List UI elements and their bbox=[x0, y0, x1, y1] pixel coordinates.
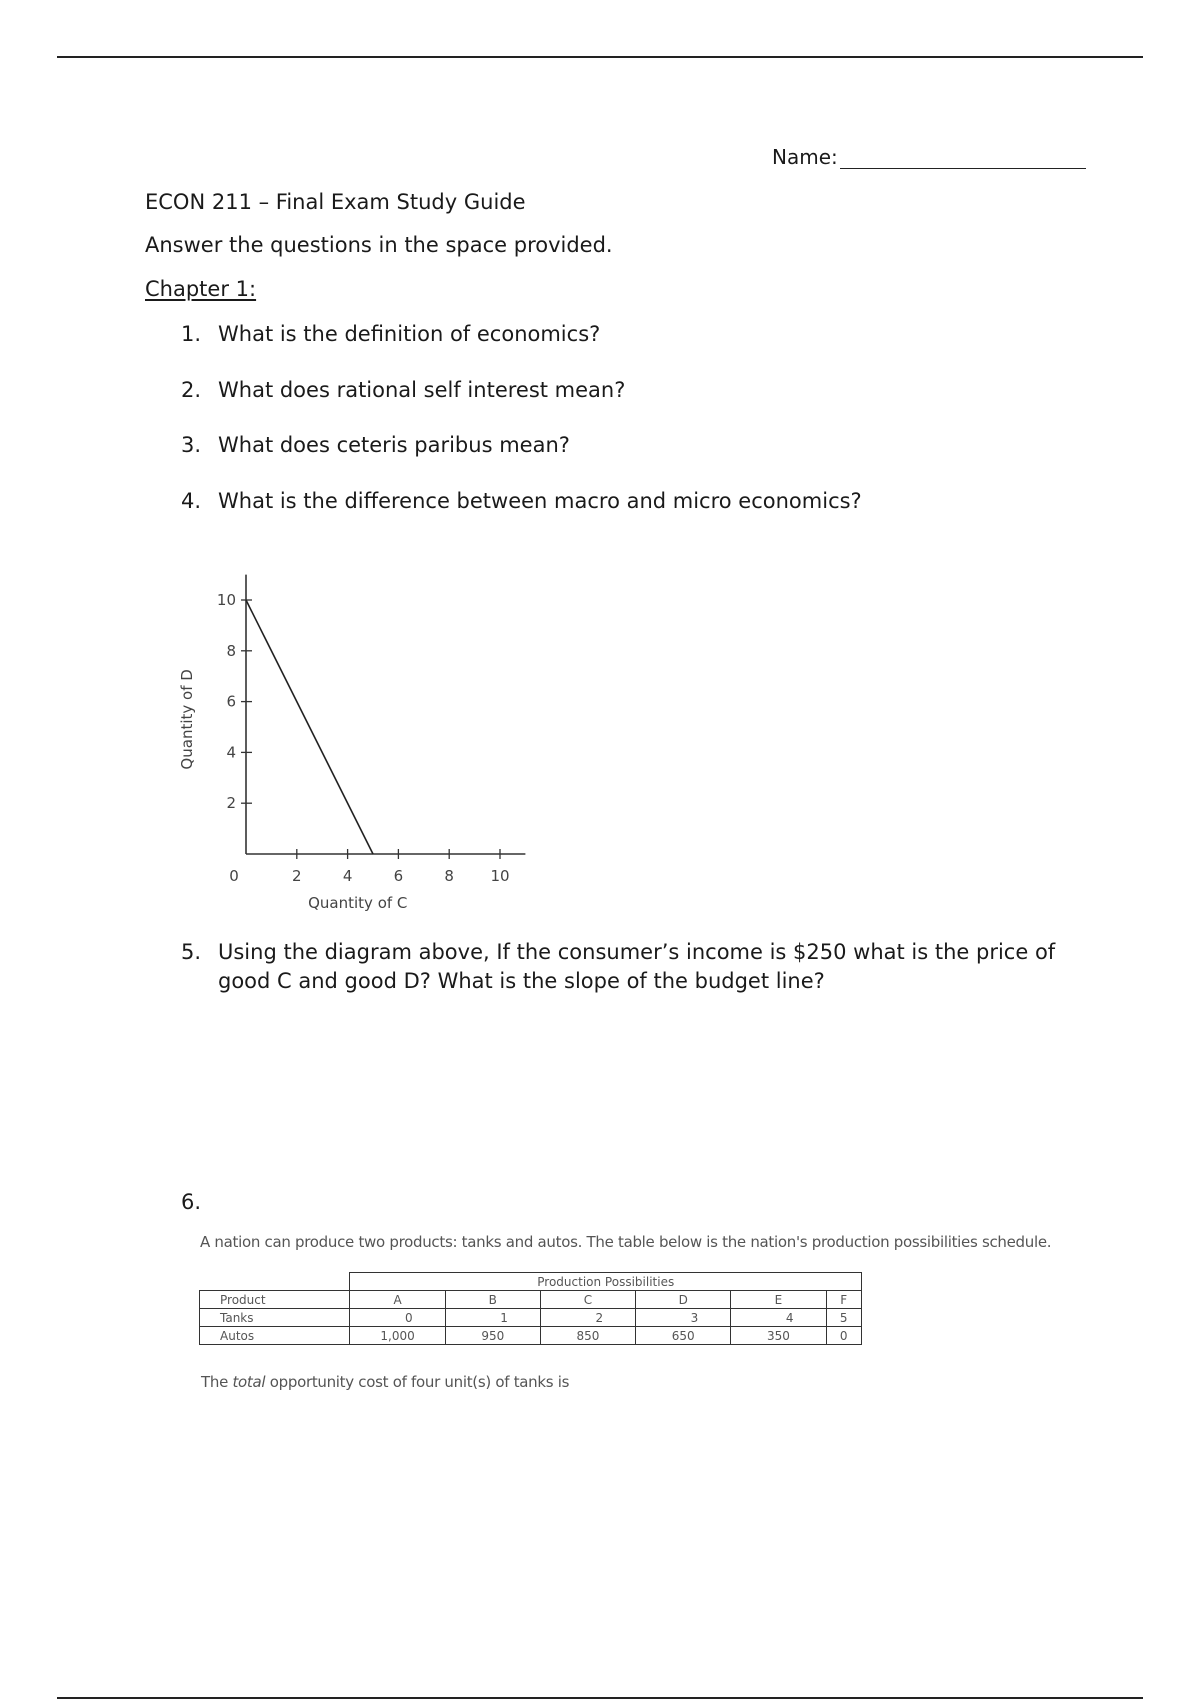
question-number: 4. bbox=[181, 489, 202, 513]
x-axis-label: Quantity of C bbox=[308, 894, 408, 912]
ppf-question-pre: The bbox=[201, 1373, 233, 1391]
table-cell: 650 bbox=[636, 1327, 731, 1345]
table-header-row bbox=[200, 1291, 862, 1309]
question-number: 2. bbox=[181, 378, 202, 402]
column-header: E bbox=[731, 1291, 826, 1309]
row-label: Tanks bbox=[200, 1309, 350, 1327]
x-tick-label: 2 bbox=[292, 867, 302, 885]
name-blank-line[interactable] bbox=[840, 148, 1086, 169]
table-caption: Production Possibilities bbox=[350, 1273, 862, 1291]
y-axis-label: Quantity of D bbox=[178, 669, 196, 770]
column-header: A bbox=[350, 1291, 445, 1309]
ppf-question bbox=[201, 1373, 569, 1391]
question-text: What does rational self interest mean? bbox=[218, 378, 626, 402]
budget-line bbox=[246, 600, 373, 854]
x-tick-label: 0 bbox=[229, 867, 239, 885]
question-2 bbox=[181, 378, 625, 402]
table-cell: 850 bbox=[540, 1327, 635, 1345]
y-tick-label: 8 bbox=[226, 641, 236, 660]
bottom-rule bbox=[57, 1697, 1143, 1699]
name-label: Name: bbox=[772, 145, 838, 169]
ppf-question-post: opportunity cost of four unit(s) of tanks is bbox=[265, 1373, 570, 1391]
ppf-intro-text: A nation can produce two products: tanks and autos. The table below is the nation's production possibilities schedule. bbox=[200, 1233, 1052, 1251]
question-number: 3. bbox=[181, 433, 202, 457]
question-6-number: 6. bbox=[181, 1190, 202, 1214]
table-cell: 5 bbox=[826, 1309, 862, 1327]
y-tick-label: 2 bbox=[226, 794, 236, 813]
production-possibilities-table bbox=[199, 1272, 862, 1345]
table-cell: 0 bbox=[350, 1309, 445, 1327]
question-text: What is the difference between macro and micro economics? bbox=[218, 489, 862, 513]
table-cell: 1 bbox=[445, 1309, 540, 1327]
table-cell: 350 bbox=[731, 1327, 826, 1345]
header-label: Product bbox=[200, 1291, 350, 1309]
row-label: Autos bbox=[200, 1327, 350, 1345]
chapter-heading: Chapter 1: bbox=[145, 277, 257, 301]
question-number: 1. bbox=[181, 322, 202, 346]
question-4 bbox=[181, 489, 862, 513]
budget-line-chart bbox=[176, 552, 546, 922]
column-header: B bbox=[445, 1291, 540, 1309]
question-text: What does ceteris paribus mean? bbox=[218, 433, 570, 457]
x-tick-label: 10 bbox=[490, 867, 510, 885]
table-cell: 3 bbox=[636, 1309, 731, 1327]
table-cell: 1,000 bbox=[350, 1327, 445, 1345]
y-tick-label: 4 bbox=[226, 743, 236, 762]
document-title: ECON 211 – Final Exam Study Guide bbox=[145, 190, 526, 214]
top-rule bbox=[57, 56, 1143, 58]
x-tick-label: 4 bbox=[342, 867, 353, 885]
y-tick-label: 6 bbox=[226, 692, 236, 711]
column-header: F bbox=[826, 1291, 862, 1309]
table-row-tanks bbox=[200, 1309, 862, 1327]
y-tick-label: 10 bbox=[216, 591, 236, 609]
question-text: Using the diagram above, If the consumer’s income is $250 what is the price of good C and good D? What is the slope of the budget line? bbox=[218, 940, 1056, 993]
column-header: D bbox=[636, 1291, 731, 1309]
question-number: 5. bbox=[181, 940, 202, 964]
column-header: C bbox=[540, 1291, 635, 1309]
table-cell: 4 bbox=[731, 1309, 826, 1327]
x-tick-label: 6 bbox=[393, 867, 404, 885]
name-field bbox=[772, 145, 1086, 169]
table-row-autos bbox=[200, 1327, 862, 1345]
table-cell: 0 bbox=[826, 1327, 862, 1345]
ppf-question-emphasis: total bbox=[232, 1373, 266, 1391]
x-tick-label: 8 bbox=[444, 867, 454, 885]
table-cell: 2 bbox=[540, 1309, 635, 1327]
question-text: What is the definition of economics? bbox=[218, 322, 601, 346]
question-1 bbox=[181, 322, 600, 346]
question-3 bbox=[181, 433, 570, 457]
instructions: Answer the questions in the space provided. bbox=[145, 233, 613, 257]
table-cell: 950 bbox=[445, 1327, 540, 1345]
